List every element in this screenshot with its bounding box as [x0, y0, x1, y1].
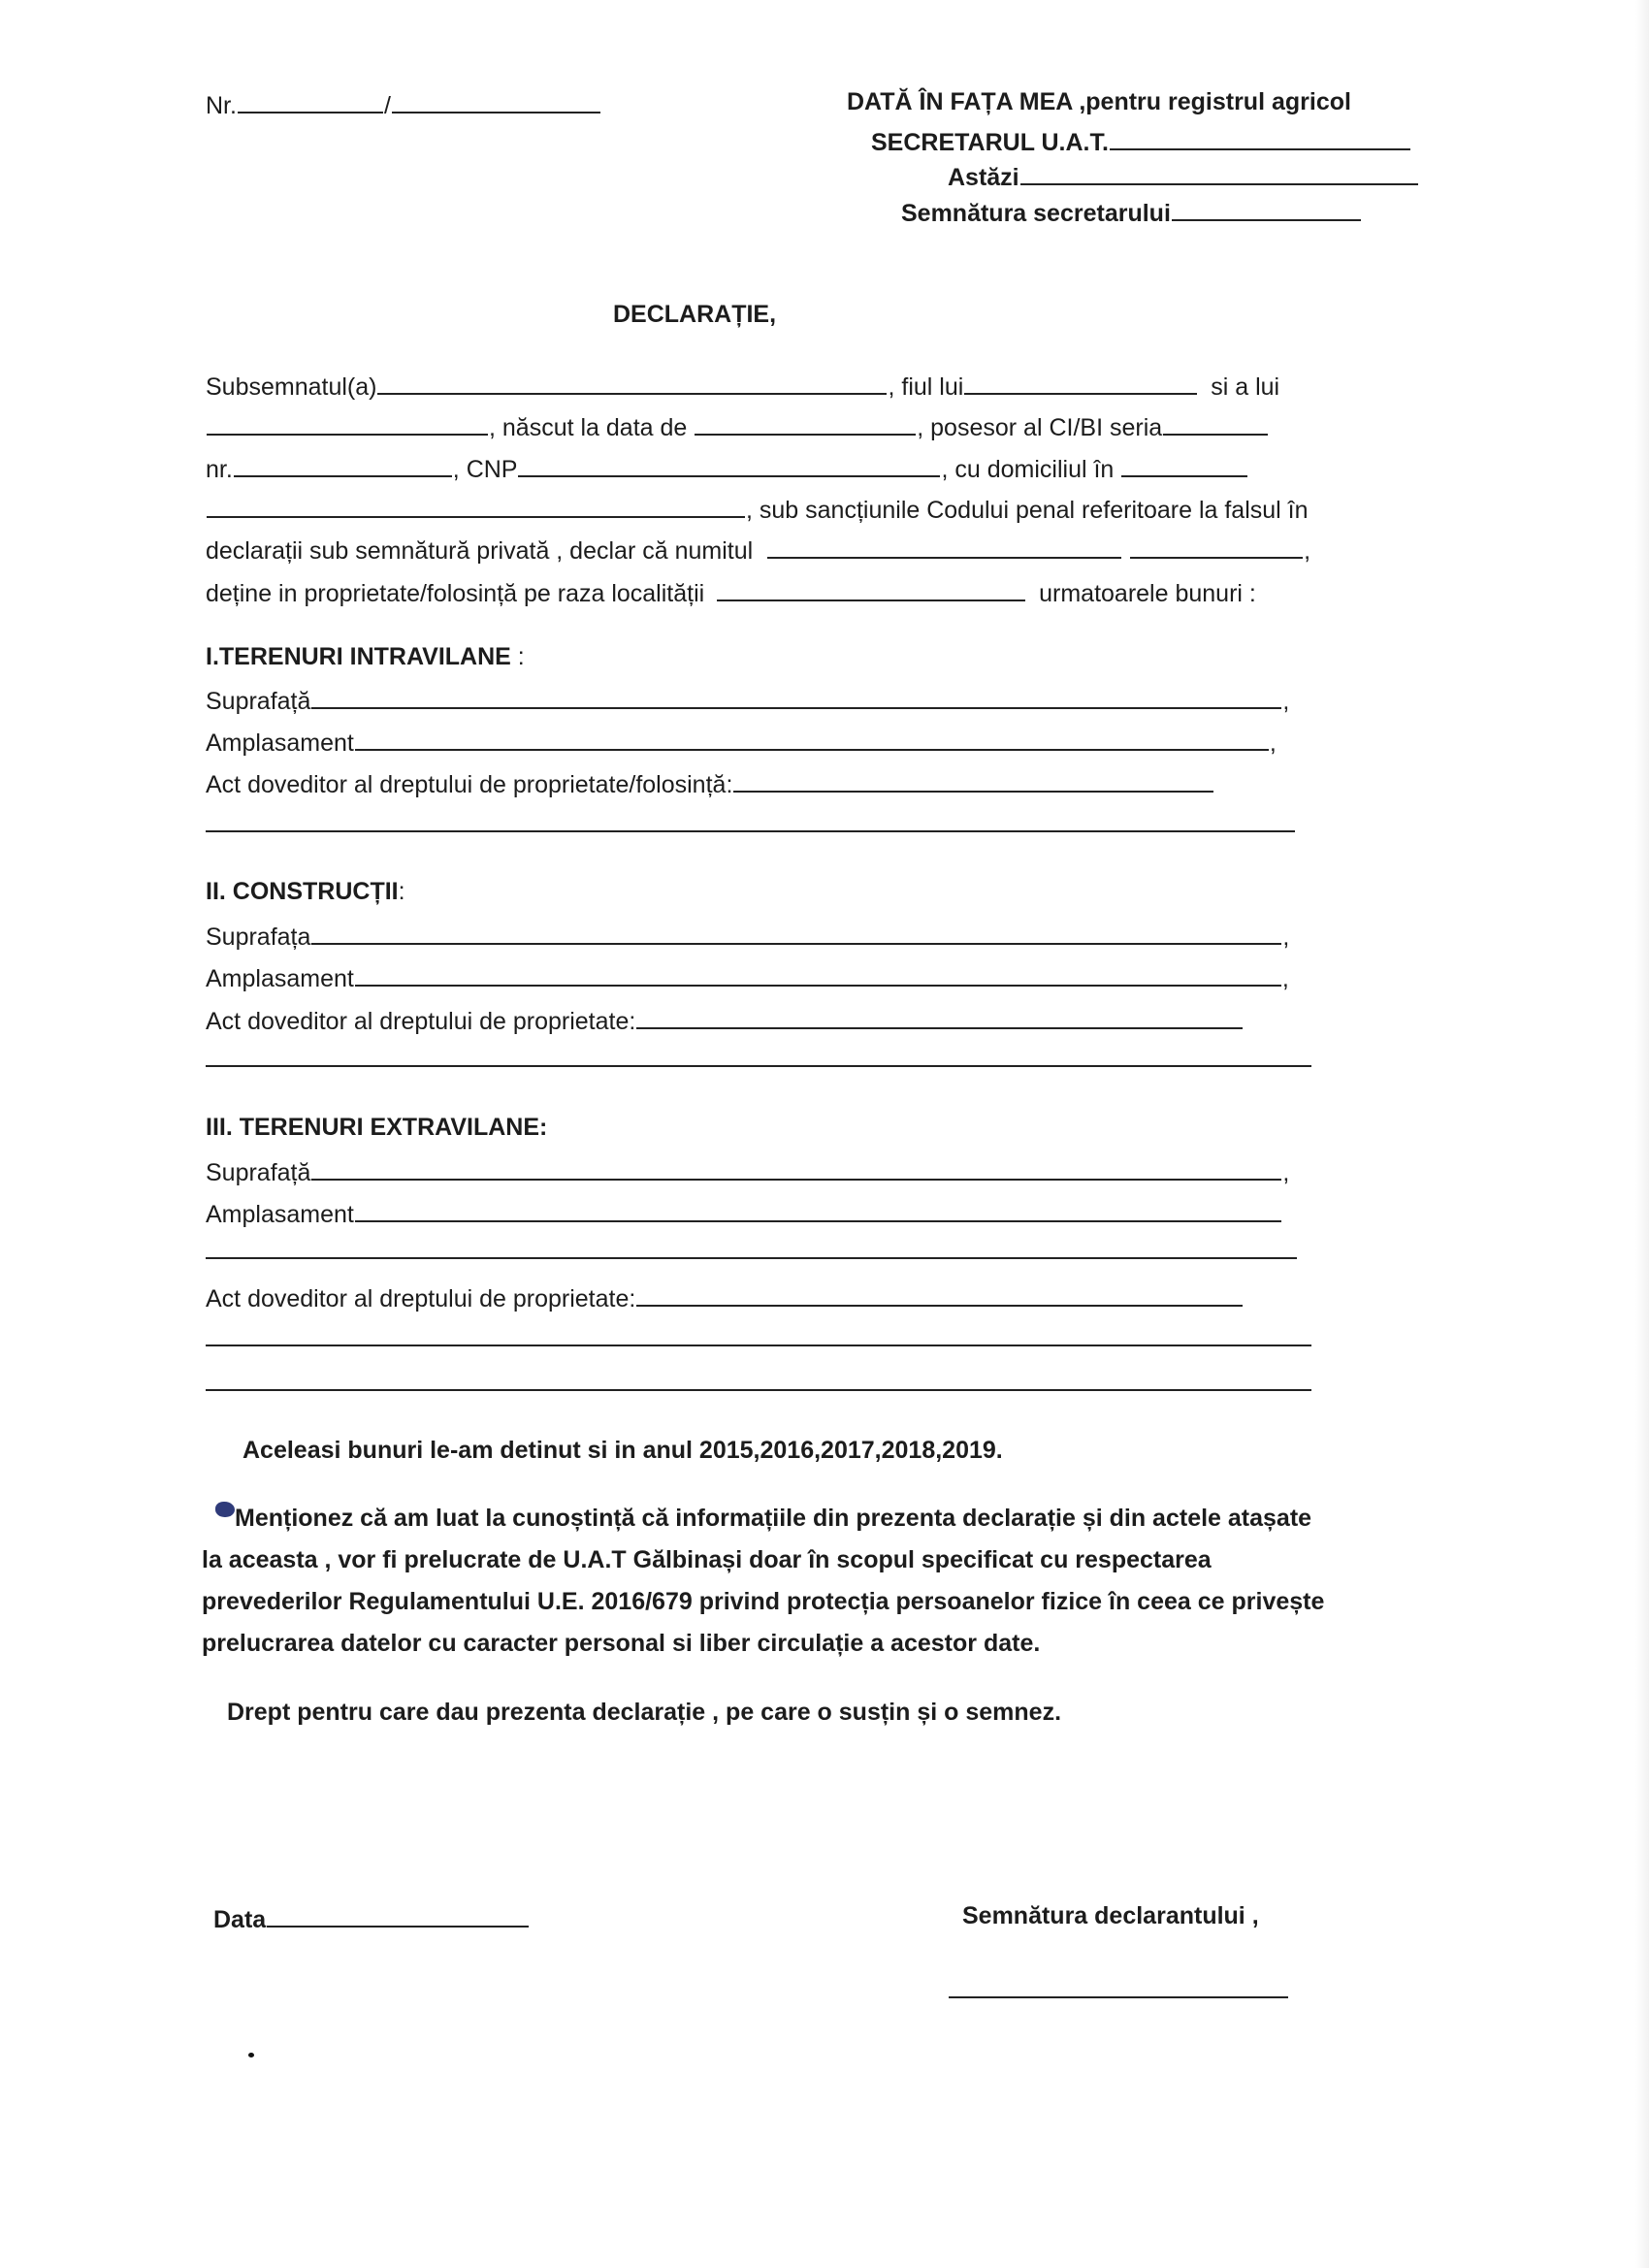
section-3-title: III. TERENURI EXTRAVILANE: [206, 1114, 548, 1141]
semnatura-secretar-label: Semnătura secretarului [901, 200, 1171, 227]
secretar-blank[interactable] [1110, 127, 1410, 150]
nr-blank-1[interactable] [238, 90, 383, 113]
nr-label: Nr. [206, 92, 237, 119]
s3-act-blank-2[interactable] [206, 1345, 1311, 1346]
colon: : [510, 643, 525, 670]
semnatura-secretar-blank[interactable] [1172, 198, 1361, 221]
s3-act-row [206, 1283, 1244, 1312]
same-goods-statement: Aceleasi bunuri le-am detinut si in anul 2015,2016,2017,2018,2019. [242, 1437, 1003, 1464]
gdpr-line-3: prevederilor Regulamentului U.E. 2016/679 privind protecția persoanelor fizice în ceea ce privește [202, 1588, 1325, 1615]
numitul-blank-2[interactable] [1130, 535, 1303, 559]
secretar-label: SECRETARUL U.A.T. [871, 129, 1109, 156]
section-1-title: I.TERENURI INTRAVILANE [206, 643, 511, 670]
intro-line-5 [206, 535, 1310, 564]
posesor-label: , posesor al CI/BI seria [917, 414, 1163, 441]
s1-amplasament-label: Amplasament [206, 729, 354, 757]
ink-mark [215, 1502, 235, 1517]
s1-amplasament-blank[interactable] [355, 728, 1269, 751]
ci-seria-blank[interactable] [1163, 412, 1268, 436]
domiciliu-blank-2[interactable] [207, 495, 745, 518]
s1-act-label: Act doveditor al dreptului de proprietate/folosință: [206, 771, 733, 798]
s2-suprafata-blank[interactable] [311, 922, 1281, 945]
declarant-signature-label: Semnătura declarantului , [962, 1902, 1259, 1929]
page-title: DECLARAȚIE, [613, 301, 777, 328]
mother-blank[interactable] [207, 412, 488, 436]
fiul-lui-label: , fiul lui [888, 373, 964, 401]
gdpr-line-2: la aceasta , vor fi prelucrate de U.A.T Gălbinași doar în scopul specificat cu respectarea [202, 1546, 1212, 1573]
nr-blank-2[interactable] [392, 90, 600, 113]
s3-act-blank[interactable] [636, 1283, 1243, 1307]
comma: , [1304, 537, 1311, 565]
intro-line-6 [206, 578, 1256, 606]
localitate-blank[interactable] [717, 578, 1025, 601]
s3-amplasament-blank-2[interactable] [206, 1257, 1297, 1259]
gdpr-line-4: prelucrarea datelor cu caracter personal si liber circulație a acestor date. [202, 1630, 1041, 1657]
nascut-label: , născut la data de [489, 414, 688, 441]
s3-amplasament-row [206, 1199, 1282, 1227]
domiciliu-blank-1[interactable] [1121, 454, 1247, 477]
s3-suprafata-blank[interactable] [311, 1157, 1281, 1181]
secretar-field [871, 127, 1411, 155]
section-2-heading [206, 880, 405, 904]
scan-speck [248, 2053, 254, 2057]
s2-suprafata-label: Suprafața [206, 923, 311, 951]
cnp-blank[interactable] [518, 454, 940, 477]
s2-act-blank[interactable] [636, 1006, 1243, 1029]
s1-amplasament-row: Amplasament , [206, 729, 1277, 757]
s3-amplasament-label: Amplasament [206, 1201, 354, 1228]
declar-text: declarații sub semnătură privată , declar că numitul [206, 537, 754, 565]
declarant-signature-blank[interactable] [949, 1996, 1288, 1998]
semnatura-secretar-field [901, 198, 1362, 226]
stamp-title: DATĂ ÎN FAȚA MEA ,pentru registrul agricol [847, 88, 1351, 115]
domiciliu-label: , cu domiciliul în [941, 456, 1115, 483]
s1-suprafata-label: Suprafață [206, 688, 311, 715]
astazi-blank[interactable] [1020, 162, 1418, 185]
s3-suprafata-label: Suprafață [206, 1159, 311, 1186]
bunuri-text: urmatoarele bunuri : [1039, 580, 1256, 607]
intro-line-1 [206, 372, 1279, 400]
nr-separator: / [383, 92, 391, 119]
astazi-label: Astăzi [948, 164, 1019, 191]
nr-field [206, 90, 601, 118]
name-blank[interactable] [377, 372, 887, 395]
s2-amplasament-blank[interactable] [355, 963, 1281, 987]
intro-line-4 [206, 495, 1309, 523]
numitul-blank-1[interactable] [767, 535, 1121, 559]
section-1-heading [206, 645, 525, 669]
s2-act-row [206, 1006, 1244, 1034]
ci-nr-blank[interactable] [234, 454, 452, 477]
s2-amplasament-label: Amplasament [206, 965, 354, 992]
date-blank[interactable] [267, 1904, 529, 1928]
s2-amplasament-row: Amplasament , [206, 965, 1289, 992]
subsemnatul-label: Subsemnatul(a) [206, 373, 377, 401]
cnp-label: , CNP [452, 456, 518, 483]
detine-text: deține in proprietate/folosință pe raza localității [206, 580, 705, 607]
s1-act-blank-2[interactable] [206, 830, 1295, 832]
intro-line-3 [206, 454, 1248, 482]
s2-suprafata-row: Suprafața , [206, 923, 1290, 951]
father-blank[interactable] [964, 372, 1197, 395]
s2-act-blank-2[interactable] [206, 1065, 1311, 1067]
s1-act-row [206, 769, 1214, 797]
nr-ci-label: nr. [206, 456, 233, 483]
date-field [213, 1904, 530, 1932]
date-label: Data [213, 1906, 267, 1933]
gdpr-line-1: Menționez că am luat la cunoștință că informațiile din prezenta declarație și din actele atașate [235, 1505, 1312, 1532]
s2-act-label: Act doveditor al dreptului de proprietate: [206, 1008, 636, 1035]
s1-suprafata-row: Suprafață , [206, 688, 1290, 715]
closing-statement: Drept pentru care dau prezenta declarație , pe care o susțin și o semnez. [227, 1699, 1062, 1726]
astazi-field [948, 162, 1419, 190]
birthdate-blank[interactable] [695, 412, 916, 436]
s1-suprafata-blank[interactable] [311, 686, 1281, 709]
section-2-title: II. CONSTRUCȚII [206, 878, 399, 905]
s3-amplasament-blank[interactable] [355, 1199, 1281, 1222]
s1-act-blank[interactable] [733, 769, 1213, 793]
colon: : [398, 878, 405, 905]
s3-act-blank-3[interactable] [206, 1389, 1311, 1391]
intro-line-2 [206, 412, 1269, 440]
sanctiuni-text: , sub sancțiunile Codului penal referitoare la falsul în [746, 497, 1309, 524]
si-a-lui-label: si a lui [1211, 373, 1280, 401]
s3-act-label: Act doveditor al dreptului de proprietate: [206, 1285, 636, 1312]
s3-suprafata-row: Suprafață , [206, 1159, 1290, 1186]
scan-edge [1635, 0, 1649, 2268]
